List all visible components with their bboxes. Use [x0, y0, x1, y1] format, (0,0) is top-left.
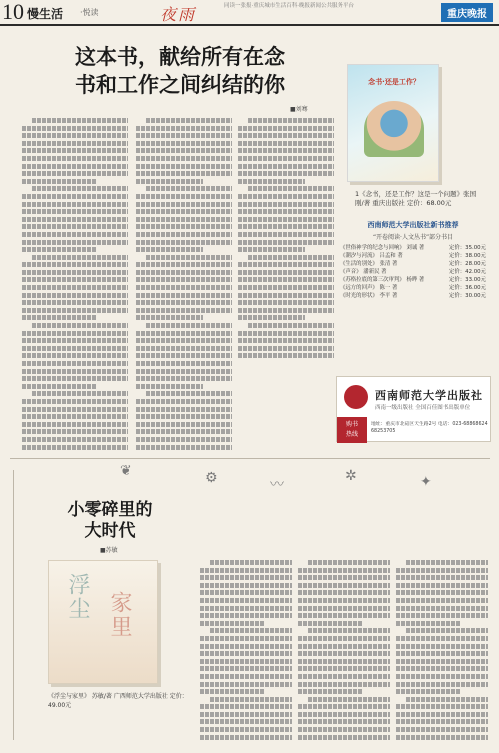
recommend-item-author: 李平 著 [379, 293, 398, 299]
text-line [22, 179, 96, 184]
text-line [298, 590, 390, 595]
text-line [238, 270, 334, 275]
text-line [136, 141, 232, 146]
header-rule [0, 24, 499, 26]
text-line [200, 598, 292, 603]
text-line [298, 712, 390, 717]
text-line [136, 247, 203, 252]
recommend-item [340, 292, 486, 300]
text-line [136, 338, 232, 343]
text-line [32, 118, 128, 123]
text-line [136, 171, 232, 176]
text-line [238, 308, 334, 313]
text-line [200, 704, 292, 709]
recommend-heading: 西南师范大学出版社新书推荐 [367, 221, 459, 229]
recommend-item-author: 杨晔 著 [406, 277, 425, 283]
article-text-column-1 [22, 118, 128, 454]
text-line [308, 697, 390, 702]
text-line [136, 308, 232, 313]
text-line [238, 331, 334, 336]
text-line [298, 613, 390, 618]
vertical-rule [13, 470, 27, 740]
text-line [22, 285, 128, 290]
recommend-item-price: 定价：30.00元 [449, 293, 486, 299]
fish-doodle-icon: ✲ [345, 468, 357, 484]
text-line [200, 712, 292, 717]
text-line [136, 240, 232, 245]
text-line [136, 133, 232, 138]
text-line [136, 369, 232, 374]
text-line [136, 285, 232, 290]
text-line [238, 285, 334, 290]
text-line [22, 164, 128, 169]
text-line [298, 666, 390, 671]
text-line [396, 568, 488, 573]
text-line [200, 621, 264, 626]
text-line [200, 659, 292, 664]
text-line [396, 621, 460, 626]
recommend-item-author: 吕孟和 著 [379, 253, 403, 259]
text-line [22, 384, 96, 389]
section-divider [10, 458, 490, 459]
section-title: 慢生活 [27, 7, 64, 21]
article-title-line-2: 书和工作之间纠结的你 [75, 73, 285, 97]
text-line [22, 148, 128, 153]
text-line [136, 156, 232, 161]
text-line [22, 293, 128, 298]
recommend-item-price: 定价：33.00元 [449, 277, 486, 283]
text-line [298, 674, 390, 679]
text-line [136, 194, 232, 199]
text-line [238, 126, 334, 131]
text-line [136, 407, 232, 412]
text-line [22, 346, 128, 351]
recommend-item-price: 定价：42.00元 [449, 269, 486, 275]
text-line [136, 353, 232, 358]
text-line [32, 255, 128, 260]
text-line [22, 194, 128, 199]
recommend-item [340, 268, 486, 276]
header-slogan: 同读一张报·重庆城市生活百科·晚报新闻公共服务平台 [224, 3, 354, 9]
text-line [238, 262, 334, 267]
text-line [396, 727, 488, 732]
text-line [406, 628, 488, 633]
text-line [22, 414, 128, 419]
text-line [200, 575, 292, 580]
text-line [32, 323, 128, 328]
text-line [136, 262, 232, 267]
text-line [396, 704, 488, 709]
publisher-slogan: 西南一级出版社 全国百佳图书出版单位 [375, 405, 471, 411]
text-line [136, 209, 232, 214]
text-line [308, 628, 390, 633]
article2-author: ■苏敏 [100, 547, 118, 554]
text-line [200, 636, 292, 641]
text-line [22, 262, 128, 267]
recommend-subheading: “开卷阅读·人文丛书”部分书目 [372, 234, 454, 241]
text-line [396, 590, 488, 595]
text-line [396, 659, 488, 664]
text-line [248, 118, 334, 123]
feather-doodle-icon: 〰 [270, 477, 284, 493]
text-line [238, 300, 334, 305]
brand-badge: 重庆晚报 [441, 3, 493, 22]
leaf-doodle-icon: ❦ [120, 463, 132, 479]
text-line [396, 689, 460, 694]
text-line [136, 346, 232, 351]
text-line [396, 735, 488, 740]
text-line [238, 224, 334, 229]
recommend-item-title: 《时光的形状》 [340, 293, 378, 299]
text-line [298, 727, 390, 732]
text-line [136, 300, 232, 305]
text-line [238, 209, 334, 214]
text-line [238, 346, 334, 351]
article2-text-column-2 [298, 560, 390, 746]
recommend-item [340, 276, 486, 284]
text-line [146, 118, 232, 123]
recommend-item-price: 定价：38.00元 [449, 253, 486, 259]
recommend-item [340, 252, 486, 260]
publisher-ad [336, 376, 491, 442]
text-line [136, 277, 232, 282]
text-line [200, 568, 292, 573]
recommend-item-author: 刘诚 著 [406, 245, 425, 251]
text-line [308, 560, 390, 565]
text-line [200, 735, 292, 740]
text-line [22, 156, 128, 161]
text-line [200, 590, 292, 595]
text-line [136, 376, 232, 381]
text-line [22, 240, 128, 245]
text-line [200, 719, 292, 724]
text-line [210, 560, 292, 565]
recommend-item-author: 潘新民 著 [363, 269, 387, 275]
text-line [146, 186, 232, 191]
book-caption: 1《念书，还是工作？这是一个问题》张国刚/著 重庆出版社 定价：68.00元 [355, 190, 477, 207]
text-line [298, 704, 390, 709]
text-line [238, 164, 334, 169]
text-line [298, 689, 362, 694]
text-line [238, 171, 334, 176]
text-line [298, 735, 390, 740]
text-line [22, 126, 128, 131]
text-line [200, 583, 292, 588]
text-line [298, 644, 390, 649]
book-cover-title: 念书·还是工作？ [368, 78, 420, 86]
text-line [136, 414, 232, 419]
section-subtitle: ·悦读 [80, 8, 99, 17]
recommend-item-author: 陈一 著 [379, 285, 398, 291]
text-line [22, 331, 128, 336]
text-line [238, 148, 334, 153]
article-title-line-1: 这本书，献给所有在念 [75, 45, 285, 69]
article2-title-line-1: 小零碎里的 [67, 500, 153, 519]
text-line [406, 697, 488, 702]
text-line [238, 194, 334, 199]
book2-caption: 《浮尘与家里》 苏敏/著 广西师范大学出版社 定价：49.00元 [48, 693, 188, 709]
text-line [396, 613, 488, 618]
text-line [136, 148, 232, 153]
text-line [32, 186, 128, 191]
text-line [396, 719, 488, 724]
text-line [396, 583, 488, 588]
text-line [136, 232, 232, 237]
text-line [136, 384, 203, 389]
text-line [136, 422, 232, 427]
hotline-tag [337, 417, 367, 443]
text-line [298, 606, 390, 611]
text-line [396, 636, 488, 641]
text-line [238, 338, 334, 343]
text-line [200, 727, 292, 732]
text-line [248, 255, 334, 260]
text-line [136, 126, 232, 131]
text-line [248, 186, 334, 191]
text-line [22, 338, 128, 343]
page-header [0, 0, 499, 26]
text-line [136, 399, 232, 404]
recommend-item-price: 定价：35.00元 [449, 245, 486, 251]
publisher-logo-icon [344, 385, 368, 409]
text-line [238, 277, 334, 282]
text-line [200, 666, 292, 671]
text-line [298, 719, 390, 724]
recommend-item-title: 《声音》 [340, 269, 362, 275]
text-line [396, 682, 488, 687]
text-line [146, 255, 232, 260]
text-line [22, 247, 96, 252]
text-line [238, 156, 334, 161]
page-number: 10 [2, 0, 24, 24]
text-line [396, 674, 488, 679]
text-line [298, 575, 390, 580]
text-line [238, 202, 334, 207]
text-line [22, 399, 128, 404]
text-line [22, 361, 128, 366]
text-line [22, 315, 96, 320]
text-line [146, 323, 232, 328]
text-line [22, 422, 128, 427]
text-line [248, 323, 334, 328]
text-line [136, 270, 232, 275]
text-line [396, 606, 488, 611]
text-line [136, 361, 232, 366]
bicycle-doodle-icon: ⚙ [205, 470, 218, 486]
book2-cover-image [48, 560, 158, 684]
text-line [22, 202, 128, 207]
text-line [22, 369, 128, 374]
text-line [136, 445, 232, 450]
recommend-item-title: 《世俗神学的纪念与回响》 [340, 245, 405, 251]
text-line [200, 682, 292, 687]
text-line [136, 179, 203, 184]
text-line [136, 429, 232, 434]
text-line [22, 270, 128, 275]
recommend-item [340, 244, 486, 252]
text-line [238, 293, 334, 298]
recommend-item-author: 张清 著 [379, 261, 398, 267]
text-line [396, 598, 488, 603]
text-line [200, 644, 292, 649]
text-line [136, 202, 232, 207]
text-line [136, 437, 232, 442]
text-line [210, 697, 292, 702]
text-line [22, 224, 128, 229]
text-line [22, 429, 128, 434]
text-line [396, 651, 488, 656]
text-line [22, 353, 128, 358]
text-line [200, 606, 292, 611]
text-line [22, 209, 128, 214]
text-line [238, 141, 334, 146]
recommend-item [340, 260, 486, 268]
text-line [238, 353, 334, 358]
text-line [238, 232, 334, 237]
text-line [22, 141, 128, 146]
text-line [298, 568, 390, 573]
book-cover-image [347, 64, 439, 182]
article2-text-column-1 [200, 560, 292, 746]
text-line [298, 651, 390, 656]
hotline-tag-line-1: 购书 [345, 421, 358, 428]
text-line [22, 437, 128, 442]
recommend-item-title: 《苏格拉底的第三次审判》 [340, 277, 405, 283]
text-line [22, 407, 128, 412]
article2-title-line-2: 大时代 [84, 521, 136, 540]
article-text-column-3 [238, 118, 334, 368]
text-line [238, 217, 334, 222]
cover-illustration [364, 101, 424, 157]
text-line [136, 331, 232, 336]
recommend-item-price: 定价：28.00元 [449, 261, 486, 267]
article-text-column-2 [136, 118, 232, 454]
text-line [136, 293, 232, 298]
text-line [146, 391, 232, 396]
text-line [298, 621, 362, 626]
text-line [136, 315, 203, 320]
text-line [136, 217, 232, 222]
text-line [200, 689, 264, 694]
newspaper-logo: 夜雨 [160, 7, 197, 24]
text-line [298, 583, 390, 588]
text-line [396, 575, 488, 580]
text-line [298, 636, 390, 641]
text-line [22, 308, 128, 313]
text-line [22, 232, 128, 237]
recommend-item-title: 《生活的别处》 [340, 261, 378, 267]
text-line [22, 300, 128, 305]
star-doodle-icon: ✦ [420, 474, 432, 490]
text-line [22, 171, 128, 176]
article2-text-column-3 [396, 560, 488, 746]
text-line [396, 712, 488, 717]
text-line [136, 164, 232, 169]
text-line [22, 277, 128, 282]
text-line [238, 133, 334, 138]
text-line [238, 179, 305, 184]
text-line [396, 644, 488, 649]
text-line [200, 674, 292, 679]
text-line [298, 659, 390, 664]
text-line [136, 224, 232, 229]
text-line [22, 217, 128, 222]
recommend-item-title: 《潮汐与河流》 [340, 253, 378, 259]
text-line [22, 445, 128, 450]
text-line [32, 391, 128, 396]
publisher-name: 西南师范大学出版社 [375, 390, 483, 402]
text-line [200, 613, 292, 618]
recommend-item-price: 定价：36.00元 [449, 285, 486, 291]
hotline-tag-line-2: 热线 [345, 431, 358, 438]
text-line [238, 315, 305, 320]
text-line [396, 666, 488, 671]
text-line [22, 133, 128, 138]
book2-cover-text-b: 家里 [108, 591, 133, 639]
text-line [298, 598, 390, 603]
text-line [210, 628, 292, 633]
text-line [22, 376, 128, 381]
text-line [200, 651, 292, 656]
publisher-contact: 地址：重庆市北碚区天生路2号 电话：023-68868624 68253705 [371, 422, 488, 434]
book2-cover-text-a: 浮尘 [66, 573, 91, 621]
text-line [238, 240, 334, 245]
recommend-item-title: 《远方的回声》 [340, 285, 378, 291]
text-line [298, 682, 390, 687]
recommend-list [340, 244, 486, 300]
recommend-item [340, 284, 486, 292]
text-line [238, 247, 305, 252]
text-line [406, 560, 488, 565]
article-author: ■刘骞 [290, 106, 308, 113]
